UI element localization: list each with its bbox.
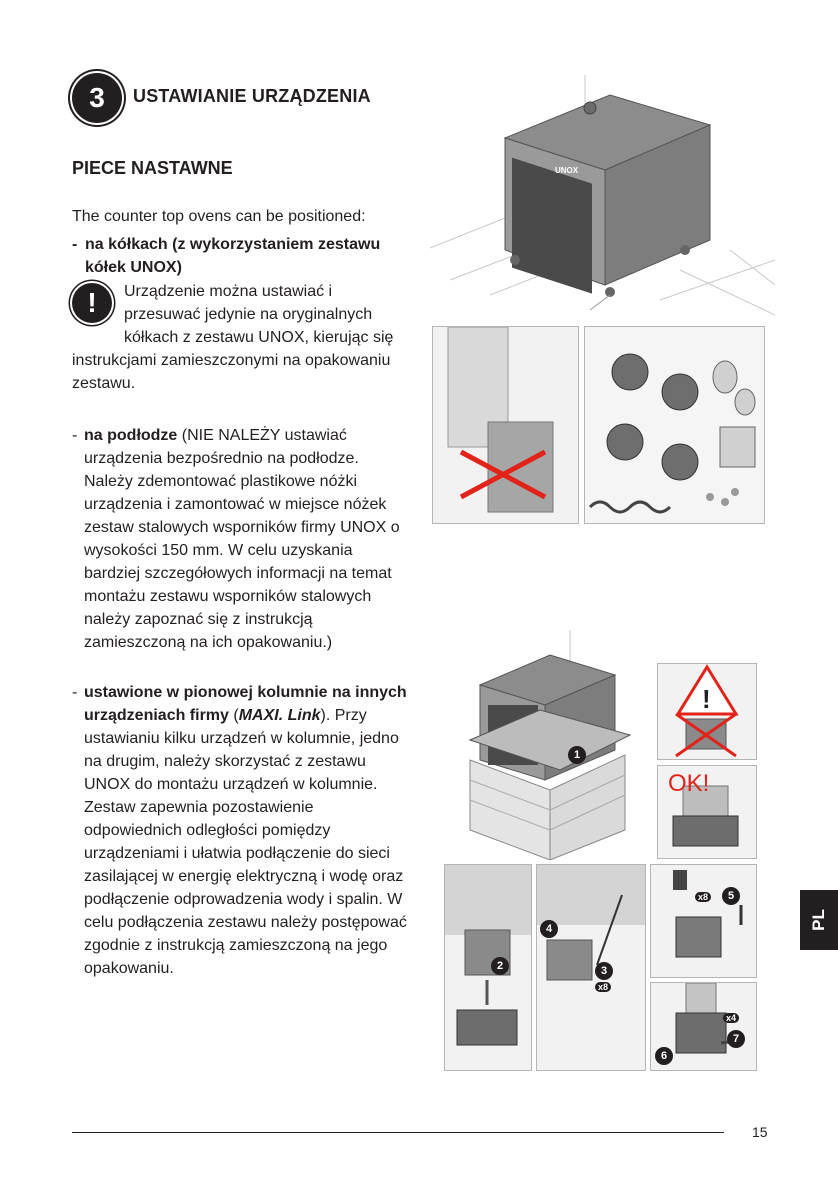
step-badge-7: 7 <box>727 1030 745 1048</box>
step-3-4-figure <box>536 864 646 1071</box>
step-badge-3: 3 <box>595 962 613 980</box>
section-title: USTAWIANIE URZĄDZENIA <box>133 86 371 106</box>
warning-text: Urządzenie można ustawiać i przesuwać jedynie na oryginalnych kółkach z zestawu UNOX, kierując się instrukcjami zamieszczonymi na opakowaniu zestawu. <box>72 283 394 392</box>
intro-text: The counter top ovens can be positioned: <box>72 208 366 225</box>
bullet-stack <box>72 681 412 980</box>
bullet-floor <box>72 424 412 654</box>
bullet-floor-title: na podłodze <box>84 427 178 444</box>
sub-title: PIECE NASTAWNE <box>72 158 233 178</box>
bullet-stack-paren: ( <box>228 707 239 724</box>
foot-ok-figure <box>657 765 757 859</box>
bullet-floor-text: (NIE NALEŻY ustawiać urządzenia bezpośrednio na podłodze. Należy zdemontować plastikowe nóżki urządzenia i zamontować w miejsce nóżek zestaw stalowych wsporników firmy UNOX o wysokości 150 mm. W celu uzyskania bardziej szczegółowych informacji na temat montażu zestawu wsporników stalowych należy zapoznać się z instrukcją zamieszczoną na ich opakowaniu.) <box>84 427 400 651</box>
step-badge-6: 6 <box>655 1047 673 1065</box>
qty-x8-label: x8 <box>595 982 611 992</box>
foot-on-floor-not-allowed-figure <box>432 326 579 524</box>
foot-warning-figure <box>657 663 757 760</box>
step-badge-1: 1 <box>568 746 586 764</box>
oven-on-wheels-illustration <box>430 70 775 320</box>
warning-icon: ! <box>72 283 112 323</box>
bullet-dash: - <box>72 236 78 253</box>
bullet-wheels-title: na kółkach (z wykorzystaniem zestawu kółek UNOX) <box>85 236 381 276</box>
bullet-stack-title: ustawione w pionowej kolumnie na innych urządzeniach firmy <box>84 684 407 724</box>
oven-on-stand-illustration <box>440 630 640 860</box>
language-tab <box>800 890 838 950</box>
qty-x4-label: x4 <box>723 1013 739 1023</box>
step-badge-5: 5 <box>722 887 740 905</box>
oven-drawing <box>430 70 775 320</box>
wheels-kit-parts-figure <box>584 326 765 524</box>
step-badge-4: 4 <box>540 920 558 938</box>
language-tab-label: PL <box>809 909 828 931</box>
bullet-stack-text: ). Przy ustawianiu kilku urządzeń w kolumnie, jedno na drugim, należy skorzystać z zestawu UNOX do montażu urządzeń w kolumnie. Zestaw zapewnia pozostawienie odpowiednich odległości pomiędzy urządzeniami i ułatwia podłączenie do sieci zasilającej w energię elektryczną i wodę oraz podłączenie odprowadzenia wody i spalin. W celu podłączenia zestawu należy postępować zgodnie z instrukcją zamieszczoną na jego opakowaniu. <box>84 707 407 977</box>
warning-note <box>72 280 407 395</box>
step-5-figure <box>650 864 757 978</box>
qty-x8-label: x8 <box>695 892 711 902</box>
ok-label: OK! <box>668 770 710 797</box>
step-badge-2: 2 <box>491 957 509 975</box>
step-number-badge: 3 <box>72 73 122 123</box>
bullet-wheels <box>72 233 407 279</box>
oven-brand-label: UNOX <box>555 166 579 175</box>
bullet-dash: - <box>72 684 78 701</box>
footer-rule <box>72 1132 724 1133</box>
bullet-dash: - <box>72 427 78 444</box>
step-6-7-figure <box>650 982 757 1071</box>
step-2-figure <box>444 864 532 1071</box>
brand-maxi-link: MAXI. Link <box>238 707 321 724</box>
page-number: 15 <box>752 1124 768 1140</box>
warning-triangle-glyph: ! <box>702 684 711 714</box>
